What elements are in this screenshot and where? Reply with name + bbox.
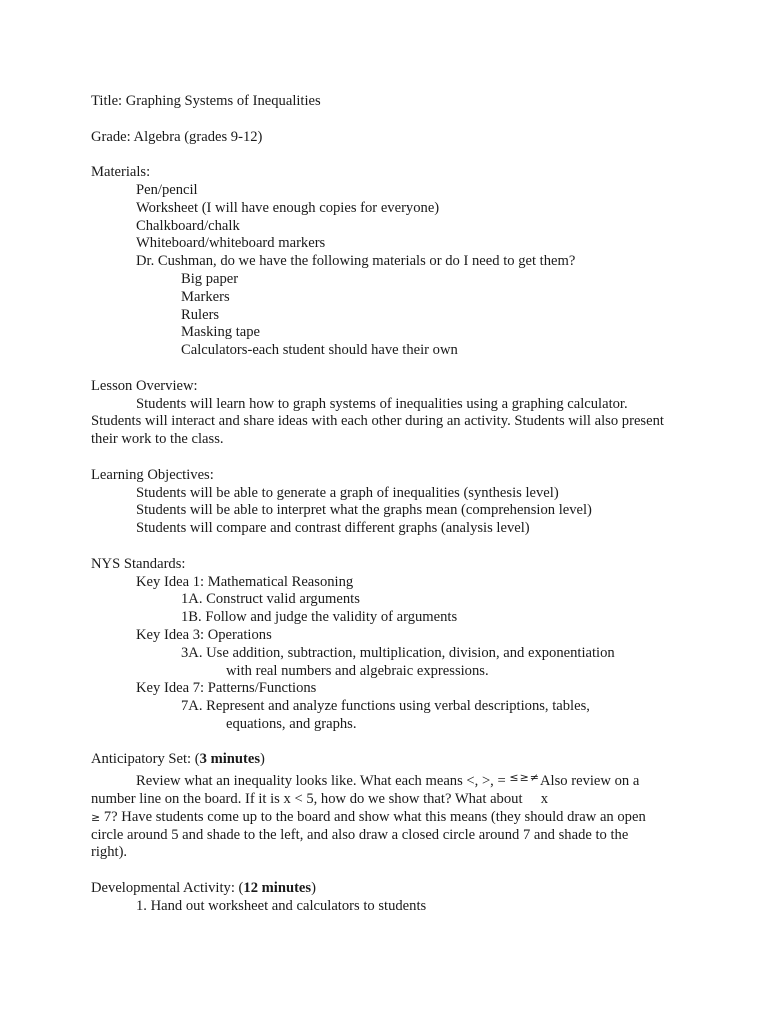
- greater-equal-symbol: ≥: [91, 810, 101, 824]
- anticipatory-line-1: [91, 769, 681, 791]
- grade-line: Grade: Algebra (grades 9-12): [91, 128, 263, 145]
- inequality-symbols: ≤≥≠: [509, 771, 541, 785]
- title-line: Title: Graphing Systems of Inequalities: [91, 93, 321, 109]
- lesson-overview-text: Students will learn how to graph systems of inequalities using a graphing calculator. Students will interact and share ideas with each other during an activity. Students will also present their work to the class.: [91, 395, 664, 448]
- anticipatory-set-close: ): [260, 751, 265, 768]
- materials-sub-item: Big paper: [181, 270, 239, 287]
- materials-sub-item: Rulers: [181, 306, 220, 323]
- developmental-activity-close: ): [311, 880, 316, 897]
- standard-3a-continued: with real numbers and algebraic expressions.: [226, 662, 489, 679]
- materials-item: Whiteboard/whiteboard markers: [136, 235, 326, 252]
- anticipatory-line-4: circle around 5 and shade to the left, and also draw a closed circle around 7 and shade to the: [91, 826, 629, 843]
- anticipatory-set-duration: 3 minutes: [199, 751, 261, 768]
- document-page: [91, 93, 681, 916]
- anticipatory-line-2: number line on the board. If it is x < 5, how do we show that? What about x: [91, 791, 549, 808]
- anticipatory-set-label: Anticipatory Set: (: [91, 751, 200, 768]
- developmental-activity-duration: 12 minutes: [243, 880, 312, 897]
- anticipatory-line-3: [91, 809, 681, 827]
- developmental-activity-heading: [91, 880, 681, 898]
- standard-1a: 1A. Construct valid arguments: [181, 591, 360, 608]
- nys-standards-heading: NYS Standards:: [91, 555, 186, 572]
- key-idea-1: Key Idea 1: Mathematical Reasoning: [136, 573, 354, 590]
- standard-7a-continued: equations, and graphs.: [226, 715, 357, 732]
- objective-item: Students will be able to interpret what the graphs mean (comprehension level): [136, 502, 592, 519]
- materials-item: Chalkboard/chalk: [136, 217, 240, 234]
- activity-step-1: 1. Hand out worksheet and calculators to students: [136, 897, 427, 914]
- materials-heading: Materials:: [91, 164, 151, 181]
- anticipatory-line-1-text: Review what an inequality looks like. What each means <, >, =: [136, 773, 510, 790]
- materials-item: Worksheet (I will have enough copies for everyone): [136, 199, 440, 216]
- anticipatory-line-5: right).: [91, 844, 128, 861]
- standard-7a: 7A. Represent and analyze functions using verbal descriptions, tables,: [181, 698, 590, 715]
- materials-item: Dr. Cushman, do we have the following materials or do I need to get them?: [136, 253, 576, 270]
- anticipatory-set-heading: [91, 751, 681, 769]
- key-idea-3: Key Idea 3: Operations: [136, 626, 272, 643]
- objective-item: Students will compare and contrast different graphs (analysis level): [136, 520, 530, 537]
- objective-item: Students will be able to generate a graph of inequalities (synthesis level): [136, 484, 559, 501]
- anticipatory-line-3-text: 7? Have students come up to the board and show what this means (they should draw an open: [100, 808, 646, 825]
- standard-3a: 3A. Use addition, subtraction, multiplication, division, and exponentiation: [181, 644, 615, 661]
- learning-objectives-heading: Learning Objectives:: [91, 466, 214, 483]
- materials-sub-item: Calculators-each student should have their own: [181, 342, 458, 359]
- lesson-overview-heading: Lesson Overview:: [91, 377, 198, 394]
- materials-sub-item: Masking tape: [181, 324, 261, 341]
- key-idea-7: Key Idea 7: Patterns/Functions: [136, 680, 317, 697]
- standard-1b: 1B. Follow and judge the validity of arguments: [181, 609, 458, 626]
- developmental-activity-label: Developmental Activity: (: [91, 880, 244, 897]
- materials-sub-item: Markers: [181, 288, 230, 305]
- materials-item: Pen/pencil: [136, 181, 198, 198]
- anticipatory-line-1-end: Also review on a: [540, 773, 640, 790]
